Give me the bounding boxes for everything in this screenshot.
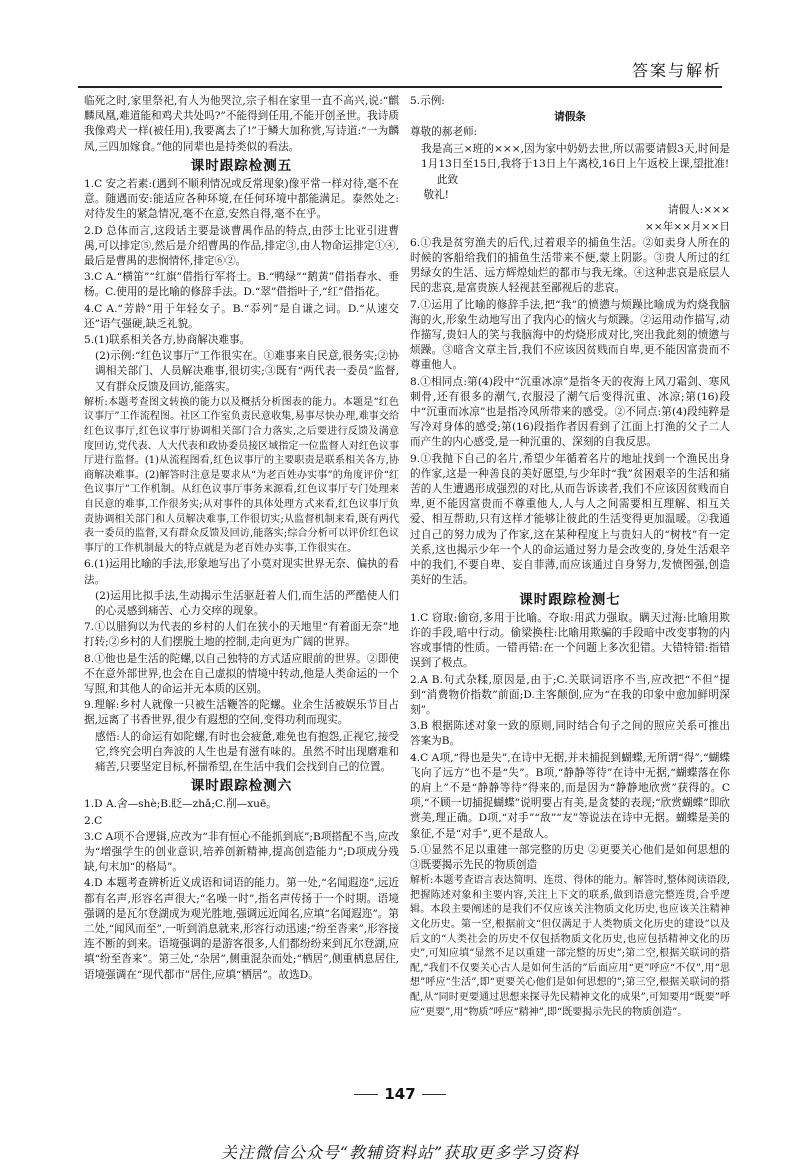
answer-paragraph: 4.C A项,“得也是失”,在诗中无据,并未捕捉到蝴蝶,无所谓“得”,“蝴蝶飞向了远方”也不是“失”。B项,“静静等待”在诗中无据,“蝴蝶落在你的肩上”不是“静静等待”得来的,而是因为“静静地欣赏”获得的。C项,“不顾一切捕捉蝴蝶”说明要占有美,是贪婪的表现;“欣赏蝴蝶”即欣赏美,理正确。D项,“对手”“敌”“友”等说法在诗中无据。蝴蝶是美的象征,不是“对手”,更不是敌人。 [410,751,730,840]
answer-paragraph: 我是高三×班的×××,因为家中奶奶去世,所以需要请假3天,时间是1月13日至15日,我将于13日上午离校,16日上午返校上课,望批准! [421,142,730,170]
answer-paragraph: 5.示例: [410,95,445,107]
answer-paragraph: 临死之时,家里祭祀,有人为他哭泣,宗子相在家里一直不高兴,说:“麒麟凤凰,难道能和鸡犬共处吗?”不能得到任用,不能开创圣世。我诗质我像鸡犬一样(被任用),我要离去了!”于鳞大加称赏,写诗道:“一为麟凤,三四加嫁食。”他的同辈也是持类似的看法。 [84,95,399,153]
answer-paragraph: 4.D 本题考查辨析近义成语和词语的能力。第一处,“名闻遐迩”,远近都有名声,形容名声很大;“名噪一时”,指名声传扬于一个时期。语境强调的是瓦尔登湖成为观光胜地,强调远近闻名,应填“名闻遐迩”。第二处,“闻风而至”,一听到消息就来,形容行动迅速;“纷至沓来”,形容接连不断的到来。语境强调的是游客很多,人们都纷纷来到瓦尔登湖,应填“纷至沓来”。第三处,“杂居”,侧重混杂而处;“栖居”,侧重栖息居住,语境强调在“现代都市”居住,应填“栖居”。故选D。 [84,877,399,981]
answer-paragraph: 3.B 根据陈述对象一致的原则,同时结合句子之间的照应关系可推出答案为B。 [410,720,730,748]
answer-paragraph: (2)示例:“红色议事厅”工作很实在。①难事来自民意,很务实;②协调相关部门、人员解决难事,很切实;③既有“两代表一委员”监督,又有群众反馈及回访,能落实。 [95,350,399,393]
answer-paragraph: 5.(1)联系相关各方,协商解决难事。 [84,334,251,347]
section-heading: 课时跟踪检测六 [190,778,293,795]
answer-paragraph: ××年××月××日 [644,220,730,233]
answer-paragraph: 7.①运用了比喻的修辞手法,把“我”的愤懑与烦躁比喻成为灼烧我脑海的火,形象生动地写出了我内心的恼火与烦躁。②运用动作描写,动作描写,贵妇人的笑与我脑海中的灼烧形成对比,突出我此刻的愤懑与烦躁。③暗含文章主旨,我们不应该因贫贱而自卑,更不能因富贵而不尊重他人。 [410,298,730,372]
section-heading: 课时跟踪检测五 [190,157,293,174]
answer-paragraph: 3.C A项不合逻辑,应改为“非有恒心不能抓到底”;B项搭配不当,应改为“增强学生的创业意识,培养创新精神,提高创造能力”;D项成分残缺,句末加“的格局”。 [84,830,399,874]
answer-paragraph: 1.D A.舍—shè;B.眨—zhǎ;C.削—xuē。 [84,798,277,811]
page-number: 147 [0,1085,800,1103]
answer-paragraph: 1.C 窃取:偷窃,多用于比喻。夺取:用武力强取。瞒天过海:比喻用欺诈的手段,暗中行动。偷梁换柱:比喻用欺骗的手段暗中改变事物的内容或事情的性质。一错再错:在一个问题上多次犯错。大错特错:指错误到了极点。 [410,611,730,670]
answer-paragraph: 1.C 安之若素:(遇到不顺利情况或反常现象)像平常一样对待,毫不在意。随遇而安:能适应各种环境,在任何环境中都能满足。泰然处之:对待发生的紧急情况,毫不在意,安然自得,毫不在乎。 [84,178,399,221]
answer-paragraph: 4.C A.“芳龄”用于年轻女子。B.“忝列”是自谦之词。D.“从速交还”语气强硬,缺乏礼貌。 [84,302,399,330]
header-title: 答案与解析 [631,61,722,80]
answer-paragraph: 6.(1)运用比喻的手法,形象地写出了小莫对现实世界无奈、偏执的看法。 [84,558,399,586]
answer-paragraph: 8.①他也是生活的陀螺,以自己独特的方式适应眼前的世界。②即使不在意外部世界,也会在自己虚拟的情境中转动,他是人类命运的一个写照,和其他人的命运并无本质的区别。 [84,652,399,696]
answer-paragraph: 尊敬的郝老师: [410,126,478,139]
footer-note: 关注微信公众号“教辅资料站”获取更多学习资料 [220,1143,580,1162]
running-header [78,56,722,88]
answer-paragraph: 敬礼! [410,189,449,202]
answer-paragraph: 8.①相同点:第(4)段中“沉重冰凉”是指冬天的夜海上风刀霜剑、寒风刺骨,还有很多的潮气,衣服浸了潮气后变得沉重、冰凉;第(16)段中“沉重而冰凉”也是指冷风所带来的感受。②不同点:第(4)段纯粹是写冷对身体的感受;第(16)段指作者因看到了江面上打渔的父子二人而产生的内心感受,是一种沉重的、深刻的自我反思。 [410,375,730,449]
answer-paragraph: 感悟:人的命运有如陀螺,有时也会疲惫,难免也有抱怨,正视它,接受它,终究会明白奔波的人生也是有滋有味的。虽然不时出现磨难和痛苦,只要坚定目标,杯揣希望,在生活中我们会找到自己的位置。 [95,730,399,774]
answer-paragraph: 3.C A.“横笛”“红旗”借指行军将士。B.“鸭绿”“鹅黄”借指春水、垂杨。C.使用的是比喻的修辞手法。D.“翠”借指叶子,“红”借指花。 [84,271,399,299]
answer-paragraph: 解析:本题考查语言表达简明、连贯、得体的能力。解答时,整体阅读语段,把握陈述对象和主要内容,关注上下文的联系,做到语意完整连贯,合乎逻辑。本段主要阐述的是我们不仅应该关注物质文化历史,也应该关注精神文化历史。第一空,根据前文“但仅满足于人类物质文化历史的建设”以及后文的“人类社会的历史不仅包括物质文化历史,也应包括精神文化的历史”,可知应填“显然不足以重建一部完整的历史”;第二空,根据关联词的搭配,“我们不仅要关心古人是如何生活的”后面应用“更”呼应“不仅”,用“思想”呼应“生活”,即“更要关心他们是如何思想的”;第三空,根据关联词的搭配,从“同时更要通过思想来探寻先民精神文化的成果”,可知要用“既要”呼应“更要”,用“物质”呼应“精神”,即“既要揭示先民的物质创造”。 [410,875,730,1018]
answer-paragraph: 2.A B.句式杂糅,原因是,由于;C.关联词语序不当,应改把“不但”提到“消费物价指数”前面;D.主客颠倒,应为“在我的印象中愈加鲜明深刻”。 [410,673,730,716]
answer-paragraph: 请假人:××× [668,204,730,217]
left-column [84,94,399,984]
answer-paragraph: (2)运用比拟手法,生动揭示生活驱赶着人们,而生活的严酷使人们的心灵感到痛苦、心力交瘁的现象。 [95,589,399,617]
answer-paragraph: 2.C [84,814,103,827]
answer-paragraph: 2.D 总体而言,这段话主要是谈曹禺作品的特点,由莎士比亚引进曹禺,可以排定⑤,然后是介绍曹禺的作品,排定③,由人物命运排定①④,最后是曹禺的悲悯情怀,排定⑥②。 [84,224,399,268]
answer-paragraph: 此致 [410,174,459,187]
answer-paragraph: 解析:本题考查图文转换的能力以及概括分析图表的能力。本题是“红色议事厅”工作流程图。社区工作室负责民意收集,易事尽快办理,难事交给红色议事厅,红色议事厅协调相关部门合力落实,之后要进行反馈及满意度回访,党代表、人大代表和政协委员接区域指定一位监督人对红色议事厅进行监督。(1)从流程图看,红色议事厅的主要职责是联系相关各方,协商解决难事。(2)解答时注意是要求从“为老百姓办实事”的角度评价“红色议事厅”工作机制。从红色议事厅事务来源看,红色议事厅专门处理来自民意的难事,工作很务实;从对事件的具体处理方式来看,红色议事厅负责协调相关部门和人员解决难事,工作很切实;从监督机制来看,既有两代表一委员的监督,又有群众反馈及回访,能落实;综合分析可以评价红色议事厅的工作机制最大的特点就是为老百姓办实事,工作很实在。 [84,396,399,554]
letter-title: 请假条 [554,111,586,124]
answer-paragraph: 5.①显然不足以重建一部完整的历史 ②更要关心他们是如何思想的 ③既要揭示先民的物质创造 [410,843,730,871]
answer-paragraph: 6.①我是贫穷渔夫的后代,过着艰辛的捕鱼生活。②如卖身人所在的时候的客船给我们的捕鱼生活带来不便,蒙上阴影。③贵人所过的红男绿女的生活、远方辉煌灿烂的都市与我无缘。④这种悲哀是底层人民的悲哀,是富贵族人轻视甚至鄙视后的悲哀。 [410,236,730,295]
answer-paragraph: 9.理解:乡村人就像一只被生活鞭答的陀螺。业余生活被娱乐节目占据,远离了书香世界,很少有遐想的空间,变得功利而现实。 [84,699,399,727]
right-column [410,94,730,1021]
section-heading: 课时跟踪检测七 [519,591,621,608]
answer-paragraph: 9.①我抛下自己的名片,希望少年循着名片的地址找到一个渔民出身的作家,这是一种善良的美好愿望,与少年时“我”贫困艰辛的生活和痛苦的人生遭遇形成强烈的对比,从而告诉读者,我们不应该因贫贱而自卑,更不能因富贵而不尊重他人,人与人之间需要相互理解、相互关爱、相互帮助,只有这样才能够让彼此的生活变得更加温暖。②我通过自己的努力成为了作家,这在某种程度上与贵妇人的“树枝”有一定关系,这也揭示少年一个人的命运通过努力是会改变的,身处生活艰辛中的我们,不要自卑、妄自菲薄,而应该通过自身努力,发愤图强,创造美好的生活。 [410,452,730,587]
answer-paragraph: 7.①以腊狗以为代表的乡村的人们在狭小的天地里“有着面无奈”地打转;②乡村的人们摆脱土地的控制,走向更为广阔的世界。 [84,621,399,649]
